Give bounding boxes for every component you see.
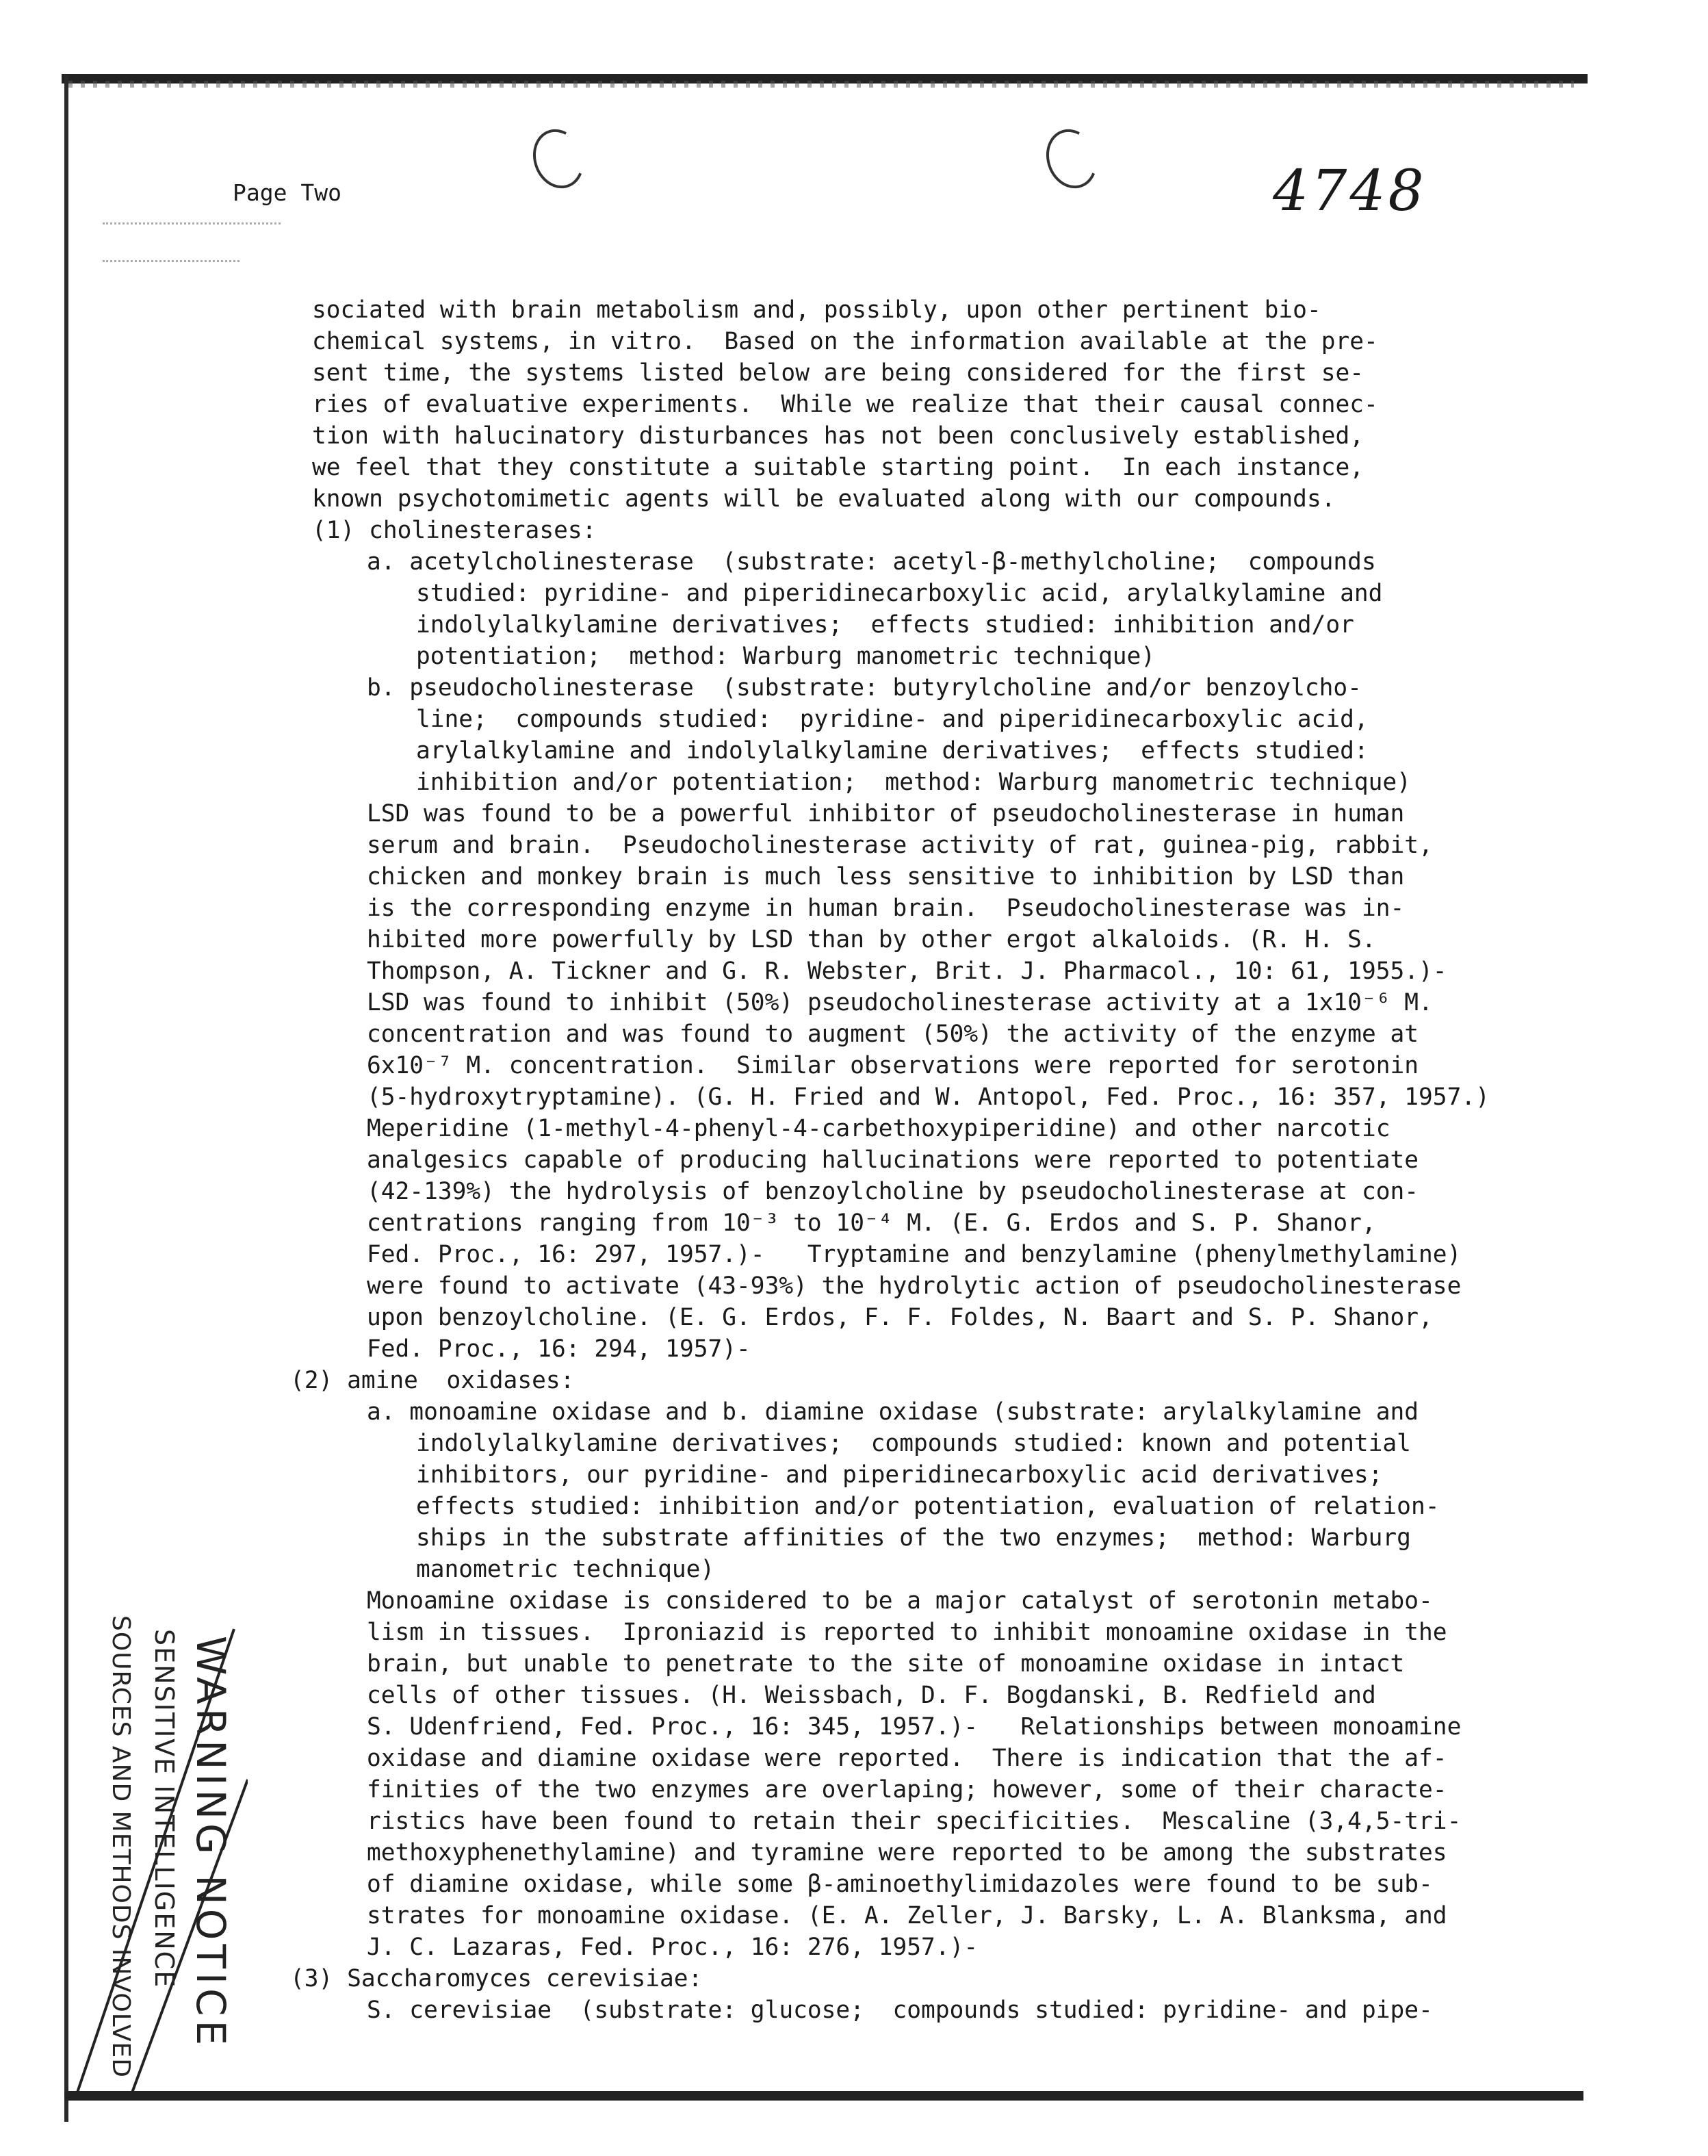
text-line: (5-hydroxytryptamine). (G. H. Fried and W. Antopol, Fed. Proc., 16: 357, 1957.) xyxy=(367,1083,1490,1111)
text-line: strates for monoamine oxidase. (E. A. Zeller, J. Barsky, L. A. Blanksma, and xyxy=(367,1902,1447,1929)
text-line: S. cerevisiae (substrate: glucose; compounds studied: pyridine- and pipe- xyxy=(367,1997,1433,2024)
text-line: ries of evaluative experiments. While we realize that their causal connec- xyxy=(312,391,1378,418)
text-line: sent time, the systems listed below are being considered for the first se- xyxy=(312,359,1364,387)
text-line: ristics have been found to retain their specificities. Mescaline (3,4,5-tri- xyxy=(367,1808,1462,1835)
text-line: LSD was found to be a powerful inhibitor of pseudocholinesterase in human xyxy=(367,800,1405,827)
faded-margin-mark xyxy=(103,260,240,262)
text-line: 6x10⁻⁷ M. concentration. Similar observations were reported for serotonin xyxy=(367,1052,1419,1079)
text-line: Fed. Proc., 16: 294, 1957)- xyxy=(367,1335,751,1363)
text-line: arylalkylamine and indolylalkylamine derivatives; effects studied: xyxy=(416,737,1369,765)
text-line: is the corresponding enzyme in human brain. Pseudocholinesterase was in- xyxy=(367,895,1405,922)
stamp-warning-notice: WARNING NOTICE xyxy=(187,1636,234,2050)
text-line: tion with halucinatory disturbances has not been conclusively established, xyxy=(312,422,1364,450)
scan-bottom-border xyxy=(64,2091,1583,2101)
text-line: inhibitors, our pyridine- and piperidinecarboxylic acid derivatives; xyxy=(416,1461,1383,1489)
text-line: Fed. Proc., 16: 297, 1957.)- Tryptamine and benzylamine (phenylmethylamine) xyxy=(367,1241,1462,1268)
punch-hole-left xyxy=(525,122,592,195)
punch-hole-right xyxy=(1038,122,1105,195)
text-line: Thompson, A. Tickner and G. R. Webster, Brit. J. Pharmacol., 10: 61, 1955.)- xyxy=(367,958,1447,985)
text-line: analgesics capable of producing hallucinations were reported to potentiate xyxy=(367,1146,1419,1174)
text-line: line; compounds studied: pyridine- and piperidinecarboxylic acid, xyxy=(416,706,1369,733)
text-line: LSD was found to inhibit (50%) pseudocholinesterase activity at a 1x10⁻⁶ M. xyxy=(367,989,1433,1016)
document-body xyxy=(290,294,1571,2026)
text-line: hibited more powerfully by LSD than by other ergot alkaloids. (R. H. S. xyxy=(367,926,1376,953)
text-line: known psychotomimetic agents will be evaluated along with our compounds. xyxy=(312,485,1336,513)
text-line: concentration and was found to augment (50%) the activity of the enzyme at xyxy=(367,1021,1419,1048)
text-line: chemical systems, in vitro. Based on the information available at the pre- xyxy=(312,328,1378,355)
text-line: lism in tissues. Iproniazid is reported to inhibit monoamine oxidase in the xyxy=(367,1619,1447,1646)
text-line: studied: pyridine- and piperidinecarboxylic acid, arylalkylamine and xyxy=(416,580,1383,607)
text-line: we feel that they constitute a suitable starting point. In each instance, xyxy=(312,454,1364,481)
faded-margin-mark xyxy=(103,222,281,224)
text-line: oxidase and diamine oxidase were reported. There is indication that the af- xyxy=(367,1745,1447,1772)
text-line: manometric technique) xyxy=(416,1556,715,1583)
handwritten-document-number: 4748 xyxy=(1273,159,1427,224)
text-line: upon benzoylcholine. (E. G. Erdos, F. F. Foldes, N. Baart and S. P. Shanor, xyxy=(367,1304,1433,1331)
text-line: indolylalkylamine derivatives; compounds studied: known and potential xyxy=(416,1430,1411,1457)
text-line: chicken and monkey brain is much less sensitive to inhibition by LSD than xyxy=(367,863,1405,890)
text-line: brain, but unable to penetrate to the site of monoamine oxidase in intact xyxy=(367,1650,1405,1678)
text-line: serum and brain. Pseudocholinesterase activity of rat, guinea-pig, rabbit, xyxy=(367,832,1433,859)
text-line: sociated with brain metabolism and, possibly, upon other pertinent bio- xyxy=(312,296,1321,324)
text-line: methoxyphenethylamine) and tyramine were reported to be among the substrates xyxy=(367,1839,1447,1866)
text-line: centrations ranging from 10⁻³ to 10⁻⁴ M. (E. G. Erdos and S. P. Shanor, xyxy=(367,1209,1376,1237)
text-line: a. acetylcholinesterase (substrate: acetyl-β-methylcholine; compounds xyxy=(367,548,1376,576)
stamp-sensitive-intelligence: SENSITIVE INTELLIGENCE xyxy=(149,1629,179,1989)
scan-top-noise xyxy=(68,81,1574,88)
text-line: (2) amine oxidases: xyxy=(290,1367,575,1394)
text-line: S. Udenfriend, Fed. Proc., 16: 345, 1957.)- Relationships between monoamine xyxy=(367,1713,1462,1741)
warning-notice-stamp xyxy=(49,1615,248,2108)
text-line: ships in the substrate affinities of the two enzymes; method: Warburg xyxy=(416,1524,1411,1552)
text-line: Monoamine oxidase is considered to be a major catalyst of serotonin metabo- xyxy=(367,1587,1433,1615)
text-line: finities of the two enzymes are overlaping; however, some of their characte- xyxy=(367,1776,1447,1804)
text-line: of diamine oxidase, while some β-aminoethylimidazoles were found to be sub- xyxy=(367,1871,1433,1898)
text-line: J. C. Lazaras, Fed. Proc., 16: 276, 1957.)- xyxy=(367,1934,979,1961)
text-line: (3) Saccharomyces cerevisiae: xyxy=(290,1965,703,1992)
text-line: (1) cholinesterases: xyxy=(312,517,597,544)
text-line: Meperidine (1-methyl-4-phenyl-4-carbethoxypiperidine) and other narcotic xyxy=(367,1115,1390,1142)
text-line: b. pseudocholinesterase (substrate: butyrylcholine and/or benzoylcho- xyxy=(367,674,1362,702)
text-line: inhibition and/or potentiation; method: Warburg manometric technique) xyxy=(416,769,1411,796)
text-line: effects studied: inhibition and/or potentiation, evaluation of relation- xyxy=(416,1493,1440,1520)
text-line: cells of other tissues. (H. Weissbach, D. F. Bogdanski, B. Redfield and xyxy=(367,1682,1376,1709)
stamp-sources-methods: SOURCES AND METHODS INVOLVED xyxy=(107,1615,135,2078)
text-line: were found to activate (43-93%) the hydrolytic action of pseudocholinesterase xyxy=(367,1272,1462,1300)
page-label: Page Two xyxy=(233,179,341,206)
text-line: potentiation; method: Warburg manometric technique) xyxy=(416,643,1156,670)
text-line: (42-139%) the hydrolysis of benzoylcholine by pseudocholinesterase at con- xyxy=(367,1178,1419,1205)
text-line: a. monoamine oxidase and b. diamine oxidase (substrate: arylalkylamine and xyxy=(367,1398,1419,1426)
text-line: indolylalkylamine derivatives; effects studied: inhibition and/or xyxy=(416,611,1354,639)
